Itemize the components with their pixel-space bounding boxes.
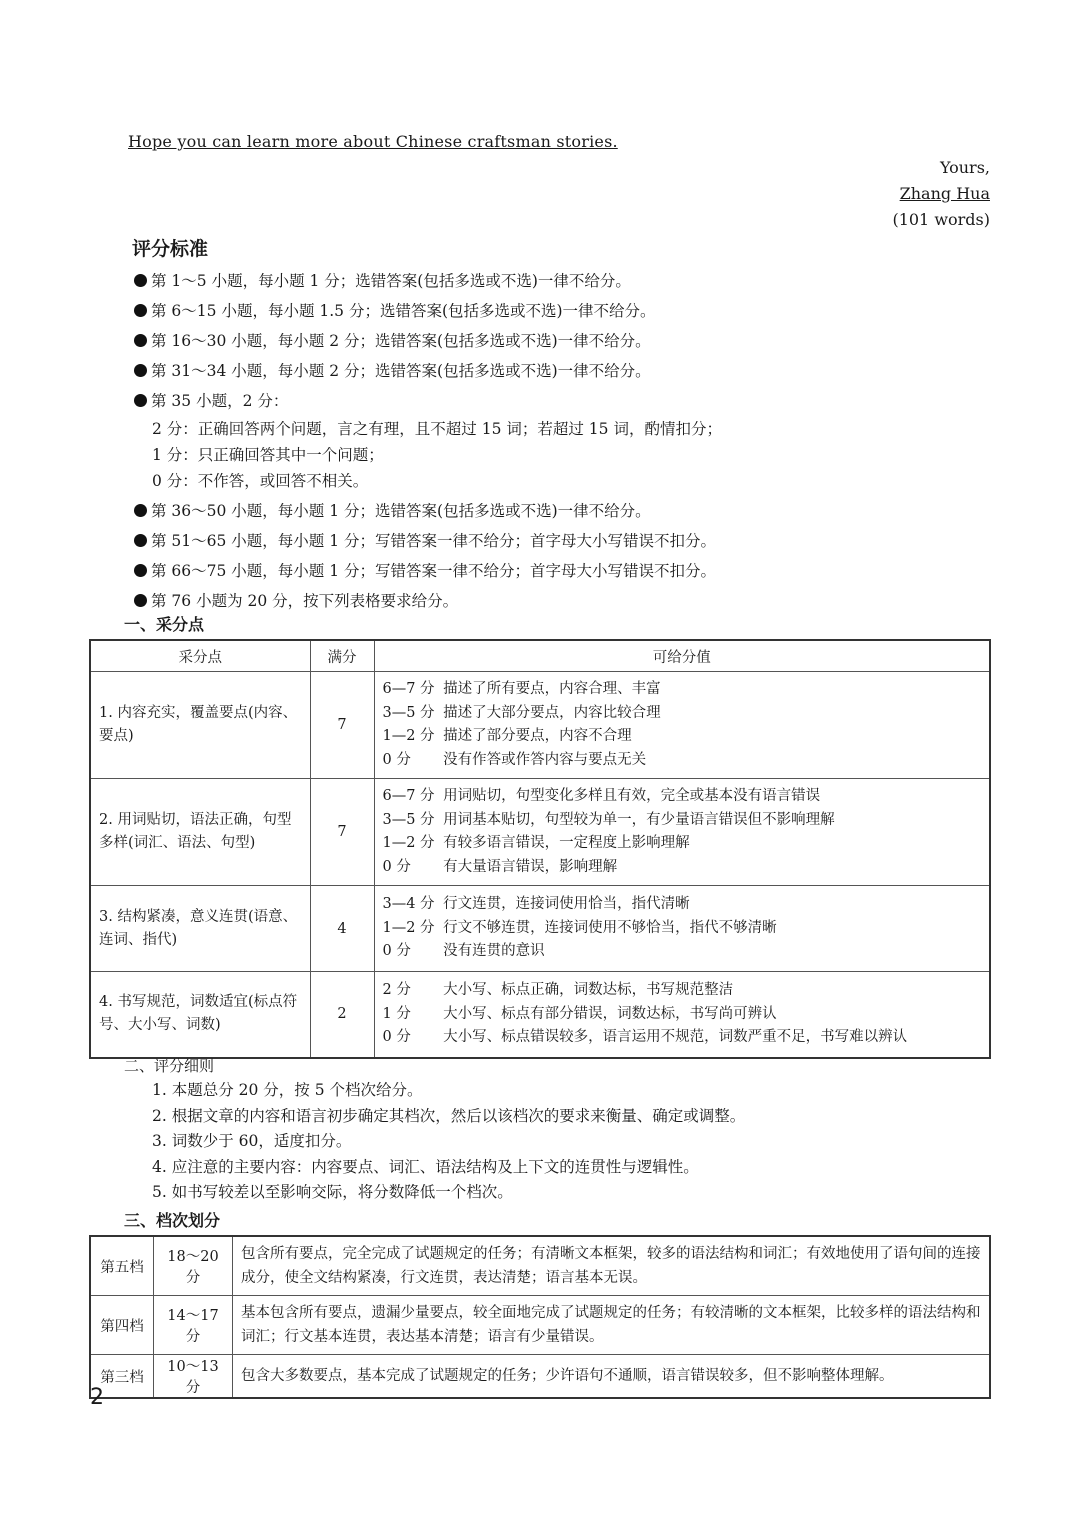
bullet-icon [134,394,147,407]
rule-item: 第 66～75 小题，每小题 1 分；写错答案一律不给分；首字母大小写错误不扣分。 [134,556,994,586]
bullet-icon [134,364,147,377]
q35-sub-item: 1 分：只正确回答其中一个问题； [152,446,384,464]
table-row [90,1296,990,1355]
detail-item: 1. 本题总分 20 分，按 5 个档次给分。 [152,1081,423,1099]
q35-sub-item: 0 分：不作答，或回答不相关。 [152,472,369,490]
rule-item: 第 1～5 小题，每小题 1 分；选错答案(包括多选或不选)一律不给分。 [134,266,994,296]
rule-item: 第 6～15 小题，每小题 1.5 分；选错答案(包括多选或不选)一律不给分。 [134,296,994,326]
grade-desc: 包含所有要点，完全完成了试题规定的任务；有清晰文本框架，较多的语法结构和词汇；有效地使用了语句间的连接成分，使全文结构紧凑，行文连贯，表达清楚；语言基本无误。 [233,1236,991,1296]
full-score-cell: 2 [310,972,374,1058]
criterion-cell: 4. 书写规范，词数适宜(标点符号、大小写、词数) [90,972,310,1058]
bullet-icon [134,274,147,287]
table-row [90,672,990,779]
grade-range: 14～17 分 [154,1296,233,1355]
grade-name: 第三档 [90,1355,154,1399]
table-row [90,972,990,1058]
section1-heading: 一、采分点 [124,615,205,634]
rule-item: 第 31～34 小题，每小题 2 分；选错答案(包括多选或不选)一律不给分。 [134,356,994,386]
scoring-title: 评分标准 [132,238,209,260]
section3-heading: 三、档次划分 [124,1211,221,1230]
bullet-icon [134,304,147,317]
full-score-cell: 7 [310,672,374,779]
scoring-points-table [89,639,991,1059]
grade-range: 10～13 分 [154,1355,233,1399]
grade-levels-table [89,1235,991,1399]
grade-range: 18～20 分 [154,1236,233,1296]
detail-item: 2. 根据文章的内容和语言初步确定其档次，然后以该档次的要求来衡量、确定或调整。 [152,1106,746,1125]
table-header: 采分点 [90,640,310,672]
rule-item: 第 76 小题为 20 分，按下列表格要求给分。 [134,586,994,616]
bullet-icon [134,594,147,607]
scoring-rules [134,266,994,616]
bullet-icon [134,564,147,577]
criterion-cell: 1. 内容充实，覆盖要点(内容、要点) [90,672,310,779]
grade-name: 第五档 [90,1236,154,1296]
rule-item: 第 51～65 小题，每小题 1 分；写错答案一律不给分；首字母大小写错误不扣分。 [134,526,994,556]
letter-closing: Yours, [939,158,990,177]
table-row [90,779,990,886]
q35-sub-item: 2 分：正确回答两个问题，言之有理，且不超过 15 词；若超过 15 词，酌情扣分； [152,420,722,438]
levels-cell: 6—7 分 描述了所有要点，内容合理、丰富 3—5 分 描述了大部分要点，内容比较合理 1—2 分 描述了部分要点，内容不合理 0 分 没有作答或作答内容与要点无关 [374,672,990,779]
word-count: (101 words) [892,210,990,229]
detail-item: 4. 应注意的主要内容：内容要点、词汇、语法结构及上下文的连贯性与逻辑性。 [152,1157,699,1176]
letter-last-line: Hope you can learn more about Chinese craftsman stories. [128,132,618,151]
full-score-cell: 7 [310,779,374,886]
bullet-icon [134,334,147,347]
grade-desc: 基本包含所有要点，遗漏少量要点，较全面地完成了试题规定的任务；有较清晰的文本框架，比较多样的语法结构和词汇；行文基本连贯，表达基本清楚；语言有少量错误。 [233,1296,991,1355]
table-row [90,886,990,972]
table-header: 可给分值 [374,640,990,672]
criterion-cell: 2. 用词贴切，语法正确，句型多样(词汇、语法、句型) [90,779,310,886]
table-row [90,1236,990,1296]
section2-heading: 二、评分细则 [124,1057,215,1075]
rule-item: 第 35 小题，2 分： [134,386,994,416]
scoring-details [124,1054,745,1206]
letter-signature: Zhang Hua [899,184,990,203]
table-header: 满分 [310,640,374,672]
criterion-cell: 3. 结构紧凑，意义连贯(语意、连词、指代) [90,886,310,972]
rule-item: 第 36～50 小题，每小题 1 分；选错答案(包括多选或不选)一律不给分。 [134,496,994,526]
detail-item: 3. 词数少于 60，适度扣分。 [152,1132,352,1150]
table-header-row [90,640,990,672]
grade-name: 第四档 [90,1296,154,1355]
levels-cell: 2 分 大小写、标点正确，词数达标，书写规范整洁 1 分 大小写、标点有部分错误，词数达标，书写尚可辨认 0 分 大小写、标点错误较多，语言运用不规范，词数严重不足，书写难以辨认 [374,972,990,1058]
table-row [90,1355,990,1399]
rule-item: 第 16～30 小题，每小题 2 分；选错答案(包括多选或不选)一律不给分。 [134,326,994,356]
bullet-icon [134,504,147,517]
page-number: 2 [90,1385,104,1410]
grade-desc: 包含大多数要点，基本完成了试题规定的任务；少许语句不通顺，语言错误较多，但不影响整体理解。 [233,1355,991,1399]
bullet-icon [134,534,147,547]
detail-item: 5. 如书写较差以至影响交际，将分数降低一个档次。 [152,1183,513,1201]
full-score-cell: 4 [310,886,374,972]
levels-cell: 6—7 分 用词贴切，句型变化多样且有效，完全或基本没有语言错误 3—5 分 用词基本贴切，句型较为单一，有少量语言错误但不影响理解 1—2 分 有较多语言错误，一定程度上影响理解 0 分 有大量语言错误，影响理解 [374,779,990,886]
levels-cell: 3—4 分 行文连贯，连接词使用恰当，指代清晰 1—2 分 行文不够连贯，连接词使用不够恰当，指代不够清晰 0 分 没有连贯的意识 [374,886,990,972]
